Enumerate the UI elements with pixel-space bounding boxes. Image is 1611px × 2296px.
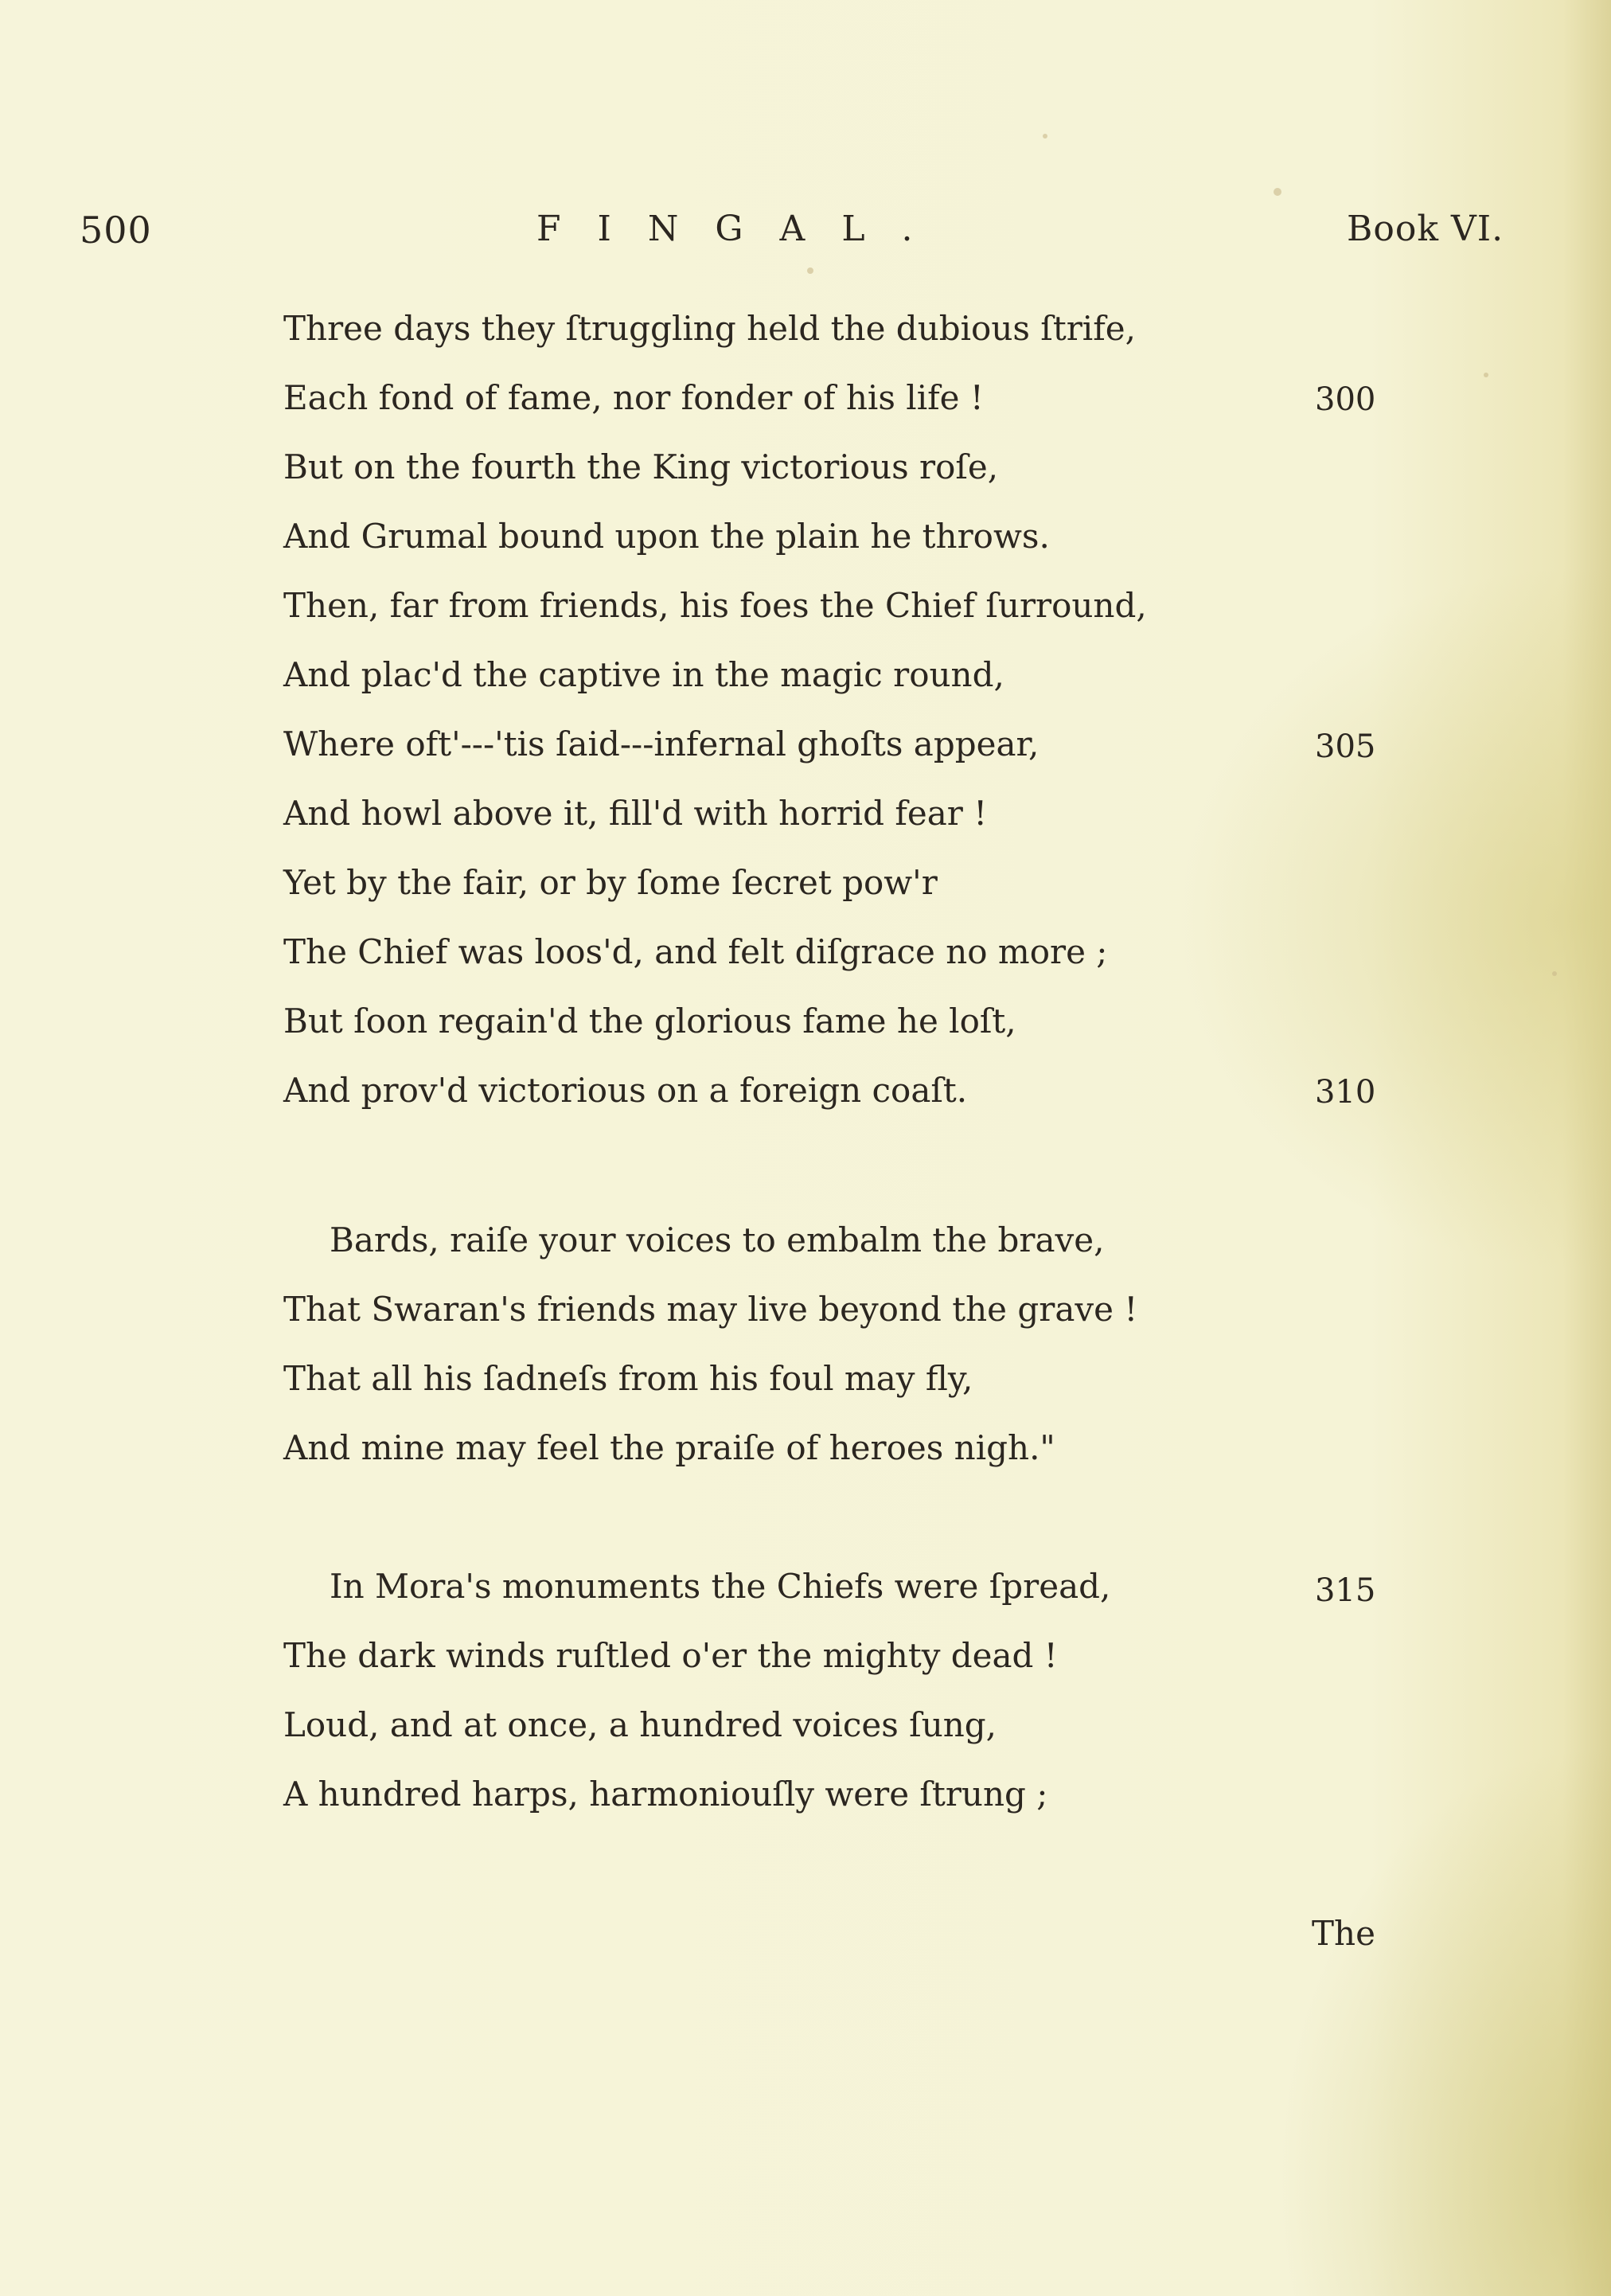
poem-line: Loud, and at once, a hundred voices ſung, <box>283 1705 997 1744</box>
paper-speck <box>807 267 813 274</box>
page-number: 500 <box>80 209 152 252</box>
poem-line: The Chief was loos'd, and felt diſgrace no more ; <box>283 932 1108 971</box>
line-number: 315 <box>1315 1572 1376 1609</box>
catchword: The <box>1312 1914 1375 1953</box>
poem-line: Each fond of fame, nor fonder of his life ! <box>283 378 984 417</box>
poem-line: In Mora's monuments the Chiefs were ſpread, <box>330 1567 1111 1606</box>
paper-speck <box>1484 373 1488 377</box>
poem-line: A hundred harps, harmoniouſly were ſtrung ; <box>283 1775 1048 1814</box>
poem-line: Three days they ſtruggling held the dubious ſtrife, <box>283 309 1136 348</box>
page-header <box>0 209 1611 256</box>
poem-line: Where oft'---'tis ſaid---infernal ghoſts appear, <box>283 724 1040 763</box>
running-title: FINGAL. <box>536 209 950 249</box>
poem-line: Yet by the fair, or by ſome ſecret pow'r <box>283 863 938 902</box>
paper-speck <box>1043 134 1047 139</box>
poem-line: And Grumal bound upon the plain he throws. <box>283 517 1050 556</box>
poem-line: Then, far from friends, his foes the Chief ſurround, <box>283 586 1147 625</box>
line-number: 310 <box>1315 1074 1376 1111</box>
line-number: 300 <box>1315 381 1376 418</box>
poem-line: And plac'd the captive in the magic round, <box>283 655 1004 694</box>
poem-line: Bards, raiſe your voices to embalm the brave, <box>330 1220 1105 1259</box>
poem-line: And prov'd victorious on a foreign coaſt. <box>283 1071 968 1110</box>
poem-line: The dark winds ruſtled o'er the mighty dead ! <box>283 1636 1058 1675</box>
poem-line: But ſoon regain'd the glorious fame he loſt, <box>283 1002 1016 1041</box>
poem-line: That Swaran's friends may live beyond the grave ! <box>283 1290 1138 1329</box>
paper-speck <box>1552 971 1557 976</box>
poem-line: And mine may feel the praiſe of heroes nigh." <box>283 1428 1055 1467</box>
line-number: 305 <box>1315 728 1376 765</box>
paper-speck <box>1274 188 1281 196</box>
poem-line: That all his ſadneſs from his foul may fly, <box>283 1359 973 1398</box>
poem-line: And howl above it, fill'd with horrid fear ! <box>283 794 988 833</box>
book-label: Book VI. <box>1347 209 1504 249</box>
poem-line: But on the fourth the King victorious roſe, <box>283 447 999 486</box>
